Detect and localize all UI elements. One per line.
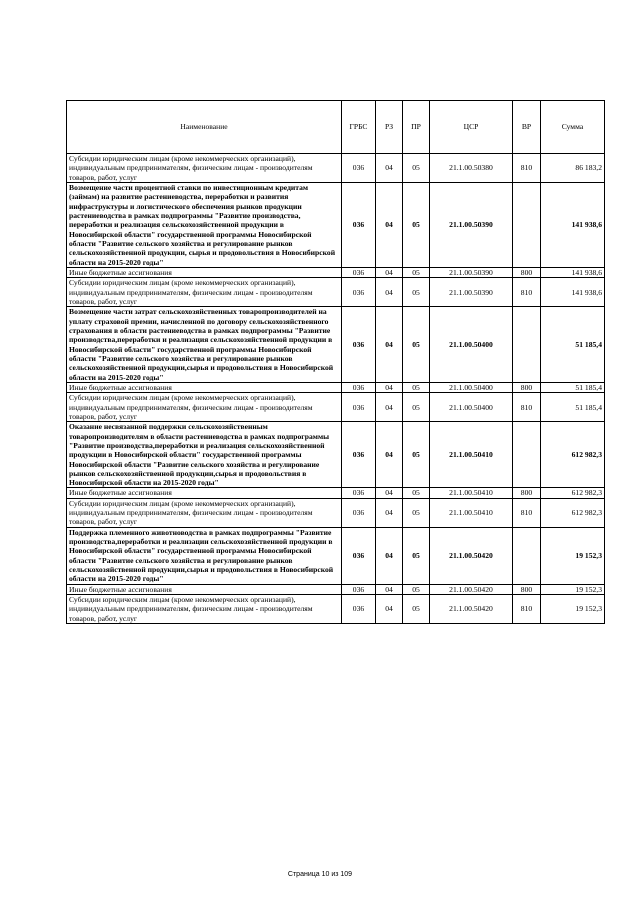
cell-csr: 21.1.00.50410 xyxy=(430,498,513,527)
cell-name: Возмещение части процентной ставки по инвестиционным кредитам (займам) на развитие растениеводства, переработки и развития инфраструктуры и логистического обеспечения рынков продукции растениеводства в рамках подпрограммы "Развитие производства, переработки и реализация сельскохозяйственной продукции в Новосибирской области" государственной программы Новосибирской области "Развитие сельского хозяйства и регулирование рынков сельскохозяйственной продукции, сырья и продовольствия в Новосибирской области на 2015-2020 годы" xyxy=(67,182,342,267)
cell-rz: 04 xyxy=(376,267,403,277)
cell-sum: 19 152,3 xyxy=(541,584,605,594)
header-csr: ЦСР xyxy=(430,101,513,154)
cell-vr: 810 xyxy=(513,595,541,624)
cell-name: Субсидии юридическим лицам (кроме некоммерческих организаций), индивидуальным предпринимателям, физическим лицам - производителям товаров, работ, услуг xyxy=(67,498,342,527)
cell-pr: 05 xyxy=(403,267,430,277)
cell-name: Субсидии юридическим лицам (кроме некоммерческих организаций), индивидуальным предпринимателям, физическим лицам - производителям товаров, работ, услуг xyxy=(67,278,342,307)
table-header-row xyxy=(67,101,605,154)
cell-grbs: 036 xyxy=(342,267,376,277)
cell-rz: 04 xyxy=(376,393,403,422)
cell-name: Возмещение части затрат сельскохозяйственных товаропроизводителей на уплату страховой премии, начисленной по договору сельскохозяйственного страхования в области растениеводства в рамках подпрограммы "Развитие производства,переработки и реализация сельскохозяйственной продукции в Новосибирской области" государственной программы Новосибирской области "Развитие сельского хозяйства и регулирование рынков сельскохозяйственной продукции,сырья и продовольствия в Новосибирской области на 2015-2020 годы" xyxy=(67,307,342,383)
page-number: Страница 10 из 109 xyxy=(287,871,353,878)
cell-grbs: 036 xyxy=(342,488,376,498)
cell-vr: 800 xyxy=(513,488,541,498)
cell-rz: 04 xyxy=(376,488,403,498)
cell-pr: 05 xyxy=(403,584,430,594)
cell-csr: 21.1.00.50400 xyxy=(430,382,513,392)
table-row xyxy=(67,154,605,183)
table-row xyxy=(67,595,605,624)
cell-name: Иные бюджетные ассигнования xyxy=(67,267,342,277)
table-row xyxy=(67,382,605,392)
cell-vr: 810 xyxy=(513,393,541,422)
table-row xyxy=(67,584,605,594)
cell-rz: 04 xyxy=(376,154,403,183)
cell-rz: 04 xyxy=(376,498,403,527)
cell-rz: 04 xyxy=(376,584,403,594)
cell-vr xyxy=(513,527,541,584)
cell-rz: 04 xyxy=(376,278,403,307)
cell-rz: 04 xyxy=(376,182,403,267)
cell-pr: 05 xyxy=(403,278,430,307)
cell-rz: 04 xyxy=(376,527,403,584)
cell-grbs: 036 xyxy=(342,527,376,584)
cell-pr: 05 xyxy=(403,382,430,392)
cell-sum: 19 152,3 xyxy=(541,595,605,624)
cell-vr xyxy=(513,307,541,383)
cell-vr: 800 xyxy=(513,267,541,277)
header-name: Наименование xyxy=(67,101,342,154)
header-vr: ВР xyxy=(513,101,541,154)
table-row xyxy=(67,182,605,267)
cell-rz: 04 xyxy=(376,307,403,383)
cell-vr: 800 xyxy=(513,584,541,594)
cell-pr: 05 xyxy=(403,488,430,498)
table-row xyxy=(67,307,605,383)
cell-grbs: 036 xyxy=(342,595,376,624)
cell-vr xyxy=(513,182,541,267)
table-row xyxy=(67,267,605,277)
cell-sum: 51 185,4 xyxy=(541,382,605,392)
cell-sum: 612 982,3 xyxy=(541,488,605,498)
cell-grbs: 036 xyxy=(342,393,376,422)
cell-sum: 141 938,6 xyxy=(541,267,605,277)
table-row xyxy=(67,498,605,527)
cell-pr: 05 xyxy=(403,595,430,624)
cell-rz: 04 xyxy=(376,422,403,488)
cell-csr: 21.1.00.50400 xyxy=(430,393,513,422)
cell-name: Иные бюджетные ассигнования xyxy=(67,584,342,594)
table-row xyxy=(67,393,605,422)
cell-csr: 21.1.00.50380 xyxy=(430,154,513,183)
cell-pr: 05 xyxy=(403,154,430,183)
cell-csr: 21.1.00.50420 xyxy=(430,584,513,594)
cell-csr: 21.1.00.50410 xyxy=(430,488,513,498)
cell-sum: 612 982,3 xyxy=(541,498,605,527)
header-pr: ПР xyxy=(403,101,430,154)
cell-csr: 21.1.00.50390 xyxy=(430,182,513,267)
cell-name: Иные бюджетные ассигнования xyxy=(67,488,342,498)
cell-name: Оказание несвязанной поддержки сельскохозяйственным товаропроизводителям в области растениеводства в рамках подпрограммы "Развитие производства,переработки и реализация сельскохозяйственной продукции в Новосибирской области" государственной программы Новосибирской области "Развитие сельского хозяйства и регулирование рынков сельскохозяйственной продукции,сырья и продовольствия в Новосибирской области на 2015-2020 годы" xyxy=(67,422,342,488)
cell-vr: 810 xyxy=(513,278,541,307)
header-sum: Сумма xyxy=(541,101,605,154)
cell-name: Субсидии юридическим лицам (кроме некоммерческих организаций), индивидуальным предпринимателям, физическим лицам - производителям товаров, работ, услуг xyxy=(67,154,342,183)
cell-pr: 05 xyxy=(403,527,430,584)
cell-sum: 51 185,4 xyxy=(541,307,605,383)
cell-sum: 141 938,6 xyxy=(541,182,605,267)
cell-vr: 800 xyxy=(513,382,541,392)
cell-csr: 21.1.00.50400 xyxy=(430,307,513,383)
cell-pr: 05 xyxy=(403,182,430,267)
table-row xyxy=(67,488,605,498)
cell-name: Поддержка племенного животноводства в рамках подпрограммы "Развитие производства,переработки и реализации сельскохозяйственной продукции в Новосибирской области" государственной программы Новосибирской области "Развитие сельского хозяйства и регулирование рынков сельскохозяйственной продукции,сырья и продовольствия в Новосибирской области на 2015-2020 годы" xyxy=(67,527,342,584)
cell-csr: 21.1.00.50390 xyxy=(430,267,513,277)
cell-vr: 810 xyxy=(513,154,541,183)
table-row xyxy=(67,278,605,307)
cell-sum: 51 185,4 xyxy=(541,393,605,422)
table-row xyxy=(67,422,605,488)
cell-sum: 86 183,2 xyxy=(541,154,605,183)
budget-table xyxy=(66,100,605,624)
cell-pr: 05 xyxy=(403,422,430,488)
cell-grbs: 036 xyxy=(342,182,376,267)
cell-grbs: 036 xyxy=(342,154,376,183)
header-grbs: ГРБС xyxy=(342,101,376,154)
cell-csr: 21.1.00.50410 xyxy=(430,422,513,488)
cell-csr: 21.1.00.50420 xyxy=(430,527,513,584)
cell-pr: 05 xyxy=(403,498,430,527)
cell-sum: 19 152,3 xyxy=(541,527,605,584)
cell-grbs: 036 xyxy=(342,307,376,383)
table-body xyxy=(67,154,605,624)
cell-rz: 04 xyxy=(376,382,403,392)
cell-grbs: 036 xyxy=(342,584,376,594)
cell-grbs: 036 xyxy=(342,382,376,392)
cell-sum: 612 982,3 xyxy=(541,422,605,488)
cell-pr: 05 xyxy=(403,307,430,383)
cell-sum: 141 938,6 xyxy=(541,278,605,307)
cell-pr: 05 xyxy=(403,393,430,422)
cell-grbs: 036 xyxy=(342,278,376,307)
cell-name: Субсидии юридическим лицам (кроме некоммерческих организаций), индивидуальным предпринимателям, физическим лицам - производителям товаров, работ, услуг xyxy=(67,393,342,422)
cell-name: Иные бюджетные ассигнования xyxy=(67,382,342,392)
cell-grbs: 036 xyxy=(342,498,376,527)
table-row xyxy=(67,527,605,584)
cell-vr: 810 xyxy=(513,498,541,527)
header-rz: РЗ xyxy=(376,101,403,154)
cell-csr: 21.1.00.50420 xyxy=(430,595,513,624)
cell-vr xyxy=(513,422,541,488)
cell-csr: 21.1.00.50390 xyxy=(430,278,513,307)
cell-rz: 04 xyxy=(376,595,403,624)
cell-name: Субсидии юридическим лицам (кроме некоммерческих организаций), индивидуальным предпринимателям, физическим лицам - производителям товаров, работ, услуг xyxy=(67,595,342,624)
cell-grbs: 036 xyxy=(342,422,376,488)
